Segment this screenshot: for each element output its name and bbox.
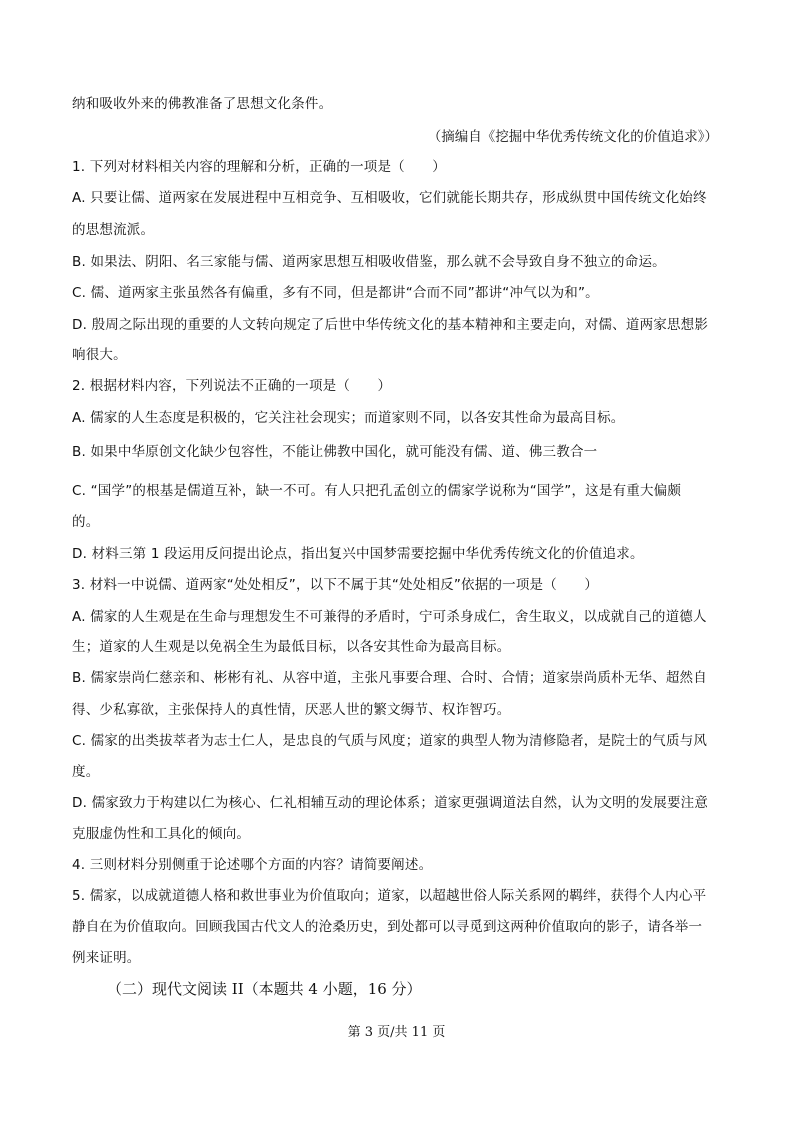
question-3-option-b: B. 儒家崇尚仁慈亲和、彬彬有礼、从容中道，主张凡事要合理、合时、合情；道家崇尚质朴无华、超然自 — [72, 670, 707, 686]
page-number-footer: 第 3 页/共 11 页 — [347, 1025, 446, 1040]
question-2-stem: 2. 根据材料内容，下列说法不正确的一项是（ ） — [72, 378, 392, 394]
question-1-option-a: A. 只要让儒、道两家在发展进程中互相竞争、互相吸收，它们就能长期共存，形成纵贯中国传统文化始终 — [72, 190, 707, 206]
question-3-option-d: D. 儒家致力于构建以仁为核心、仁礼相辅互动的理论体系；道家更强调道法自然，认为文明的发展要注意 — [72, 795, 709, 811]
section-title: （二）现代文阅读 II（本题共 4 小题，16 分） — [107, 980, 422, 998]
question-1-option-d-cont: 响很大。 — [72, 347, 127, 363]
question-1-option-c: C. 儒、道两家主张虽然各有偏重，多有不同，但是都讲“合而不同”都讲“冲气以为和”。 — [72, 285, 599, 301]
question-3-option-d-cont: 克服虚伪性和工具化的倾向。 — [72, 826, 251, 842]
source-citation: （摘编自《挖掘中华优秀传统文化的价值追求》） — [427, 129, 718, 145]
question-5-stem-cont-1: 静自在为价值取向。回顾我国古代文人的沧桑历史，到处都可以寻觅到这两种价值取向的影子，请各举一 — [72, 919, 703, 935]
question-3-stem: 3. 材料一中说儒、道两家“处处相反”，以下不属于其“处处相反”依据的一项是（ ） — [72, 577, 599, 593]
question-3-option-a-cont: 生；道家的人生观是以免祸全生为最低目标，以各安其性命为最高目标。 — [72, 639, 511, 655]
question-2-option-a: A. 儒家的人生态度是积极的，它关注社会现实；而道家则不同，以各安其性命为最高目标。 — [72, 410, 625, 426]
question-3-option-b-cont: 得、少私寡欲，主张保持人的真性情，厌恶人世的繁文缛节、权诈智巧。 — [72, 702, 511, 718]
question-1-option-b: B. 如果法、阴阳、名三家能与儒、道两家思想互相吸收借鉴，那么就不会导致自身不独立的命运。 — [72, 254, 666, 270]
question-3-option-c: C. 儒家的出类拔萃者为志士仁人，是忠良的气质与风度；道家的典型人物为清修隐者，是院士的气质与风 — [72, 733, 708, 749]
question-2-option-c: C. “国学”的根基是儒道互补，缺一不可。有人只把孔孟创立的儒家学说称为“国学”，这是有重大偏颇 — [72, 483, 682, 499]
question-1-option-a-cont: 的思想流派。 — [72, 222, 155, 238]
question-1-stem: 1. 下列对材料相关内容的理解和分析，正确的一项是（ ） — [72, 159, 446, 175]
question-1-option-d: D. 殷周之际出现的重要的人文转向规定了后世中华传统文化的基本精神和主要走向，对儒、道两家思想影 — [72, 317, 709, 333]
question-2-option-c-cont: 的。 — [72, 514, 100, 530]
question-3-option-a: A. 儒家的人生观是在生命与理想发生不可兼得的矛盾时，宁可杀身成仁，舍生取义，以成就自己的道德人 — [72, 609, 707, 625]
question-3-option-c-cont: 度。 — [72, 764, 100, 780]
question-2-option-d: D. 材料三第 1 段运用反问提出论点，指出复兴中国梦需要挖掘中华优秀传统文化的价值追求。 — [72, 546, 644, 562]
question-5-stem-cont-2: 例来证明。 — [72, 950, 141, 966]
question-2-option-b: B. 如果中华原创文化缺少包容性，不能让佛教中国化，就可能没有儒、道、佛三教合一 — [72, 444, 598, 460]
paragraph-tail: 纳和吸收外来的佛教准备了思想文化条件。 — [72, 96, 333, 112]
question-5-stem: 5. 儒家，以成就道德人格和救世事业为价值取向；道家，以超越世俗人际关系网的羁绊，获得个人内心平 — [72, 888, 707, 904]
question-4-stem: 4. 三则材料分别侧重于论述哪个方面的内容？请简要阐述。 — [72, 857, 433, 873]
